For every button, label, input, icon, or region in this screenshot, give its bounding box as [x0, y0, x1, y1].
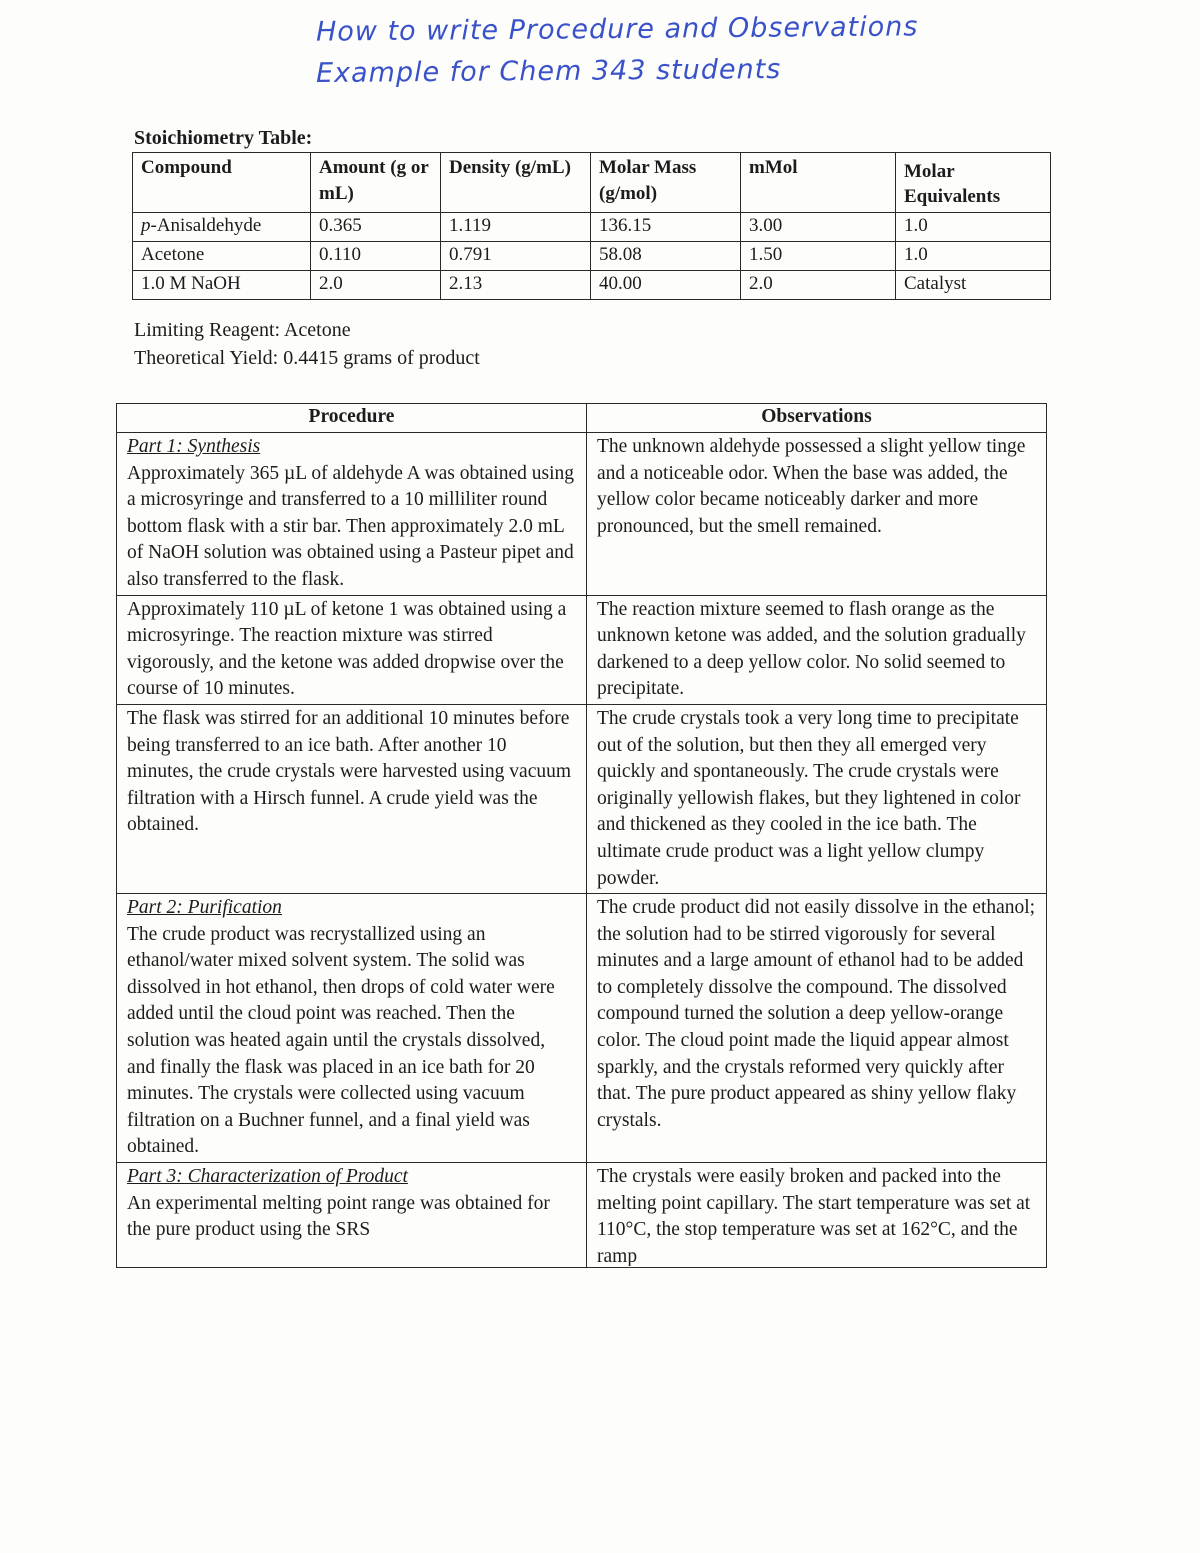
part-heading: Part 1: Synthesis	[127, 436, 261, 457]
molar-mass-cell: 58.08	[591, 242, 741, 271]
molar-mass-cell: 40.00	[591, 271, 741, 300]
observation-text: The crystals were easily broken and packed into the melting point capillary. The start temperature was set at 110°C, the stop temperature was set at 162°C, and the ramp	[597, 1166, 1031, 1267]
procedure-cell	[117, 433, 587, 596]
equivalents-cell: 1.0	[896, 242, 1051, 271]
table-row	[117, 1163, 1047, 1268]
procedure-cell	[117, 595, 587, 704]
table-row	[133, 271, 1051, 300]
compound-cell	[133, 213, 311, 242]
mmol-cell: 1.50	[741, 242, 896, 271]
procedure-header: Procedure	[117, 404, 587, 433]
procedure-text: Approximately 110 µL of ketone 1 was obtained using a microsyringe. The reaction mixture was stirred vigorously, and the ketone was added dropwise over the course of 10 minutes.	[127, 598, 567, 700]
compound-prefix: p	[141, 215, 151, 236]
equivalents-cell: 1.0	[896, 213, 1051, 242]
header-density: Density (g/mL)	[441, 153, 591, 213]
observation-cell: The unknown aldehyde possessed a slight yellow tinge and a noticeable odor. When the base was added, the yellow color became noticeably darker and more pronounced, but the smell remained.	[587, 433, 1047, 596]
molar-mass-cell: 136.15	[591, 213, 741, 242]
handwritten-subtitle: Example for Chem 343 students	[315, 53, 782, 90]
equivalents-cell: Catalyst	[896, 271, 1051, 300]
procedure-cell	[117, 894, 587, 1163]
stoich-header-row	[133, 153, 1051, 213]
compound-cell	[133, 242, 311, 271]
table-row	[117, 433, 1047, 596]
compound-name: -Anisaldehyde	[150, 215, 262, 236]
part-heading: Part 3: Characterization of Product	[127, 1166, 408, 1188]
stoichiometry-table	[132, 152, 1051, 300]
procedure-cell	[117, 1163, 587, 1268]
observation-cell: The crude crystals took a very long time to precipitate out of the solution, but then they all emerged very quickly and spontaneously. The crude crystals were originally yellowish flakes, but they lightened in color and thickened as they cooled in the ice bath. The ultimate crude product was a light yellow clumpy powder.	[587, 704, 1047, 893]
table-row	[117, 894, 1047, 1163]
compound-name: Acetone	[141, 244, 205, 265]
compound-name: 1.0 M NaOH	[141, 273, 241, 294]
compound-cell	[133, 271, 311, 300]
procedure-cell	[117, 704, 587, 893]
density-cell: 1.119	[441, 213, 591, 242]
header-mmol: mMol	[741, 153, 896, 213]
density-cell: 2.13	[441, 271, 591, 300]
observation-cell: The crude product did not easily dissolve in the ethanol; the solution had to be stirred vigorously for several minutes and a large amount of ethanol had to be added to completely dissolve the compound. The dissolved compound turned the solution a deep yellow-orange color. The cloud point made the liquid appear almost sparkly, and the crystals reformed very quickly after that. The pure product appeared as shiny yellow flaky crystals.	[587, 894, 1047, 1163]
table-row	[133, 213, 1051, 242]
limiting-reagent: Limiting Reagent: Acetone	[134, 319, 351, 341]
procedure-observations-table	[116, 403, 1047, 1268]
theoretical-yield: Theoretical Yield: 0.4415 grams of product	[134, 347, 480, 369]
amount-cell: 2.0	[311, 271, 441, 300]
amount-cell: 0.110	[311, 242, 441, 271]
header-amount: Amount (g or mL)	[311, 153, 441, 213]
table-row	[117, 704, 1047, 893]
header-compound: Compound	[133, 153, 311, 213]
procedure-text: Approximately 365 µL of aldehyde A was obtained using a microsyringe and transferred to a 10 milliliter round bottom flask with a stir bar. Then approximately 2.0 mL of NaOH solution was obtained using a Pasteur pipet and also transferred to the flask.	[127, 462, 575, 590]
stoichiometry-title: Stoichiometry Table:	[134, 127, 313, 149]
procedure-cell-content	[127, 1164, 576, 1266]
procedure-text: An experimental melting point range was obtained for the pure product using the SRS	[127, 1192, 550, 1241]
procedure-text: The flask was stirred for an additional 10 minutes before being transferred to an ice bath. After another 10 minutes, the crude crystals were harvested using vacuum filtration with a Hirsch funnel. A crude yield was the obtained.	[127, 707, 572, 836]
mmol-cell: 2.0	[741, 271, 896, 300]
handwritten-title: How to write Procedure and Observations	[315, 11, 919, 48]
observation-cell	[587, 1163, 1047, 1268]
proc-header-row	[117, 404, 1047, 433]
table-row	[133, 242, 1051, 271]
mmol-cell: 3.00	[741, 213, 896, 242]
observation-cell: The reaction mixture seemed to flash orange as the unknown ketone was added, and the solution gradually darkened to a deep yellow color. No solid seemed to precipitate.	[587, 595, 1047, 704]
part-heading: Part 2: Purification	[127, 897, 282, 919]
density-cell: 0.791	[441, 242, 591, 271]
observations-header: Observations	[587, 404, 1047, 433]
header-molar-mass: Molar Mass (g/mol)	[591, 153, 741, 213]
header-molar-equivalents: Molar Equivalents	[896, 153, 1051, 213]
procedure-text: The crude product was recrystallized using an ethanol/water mixed solvent system. The solid was dissolved in hot ethanol, then drops of cold water were added until the cloud point was reached. Then the solution was heated again until the crystals dissolved, and finally the flask was placed in an ice bath for 20 minutes. The crystals were collected using vacuum filtration on a Buchner funnel, and a final yield was obtained.	[127, 923, 555, 1158]
amount-cell: 0.365	[311, 213, 441, 242]
table-row	[117, 595, 1047, 704]
